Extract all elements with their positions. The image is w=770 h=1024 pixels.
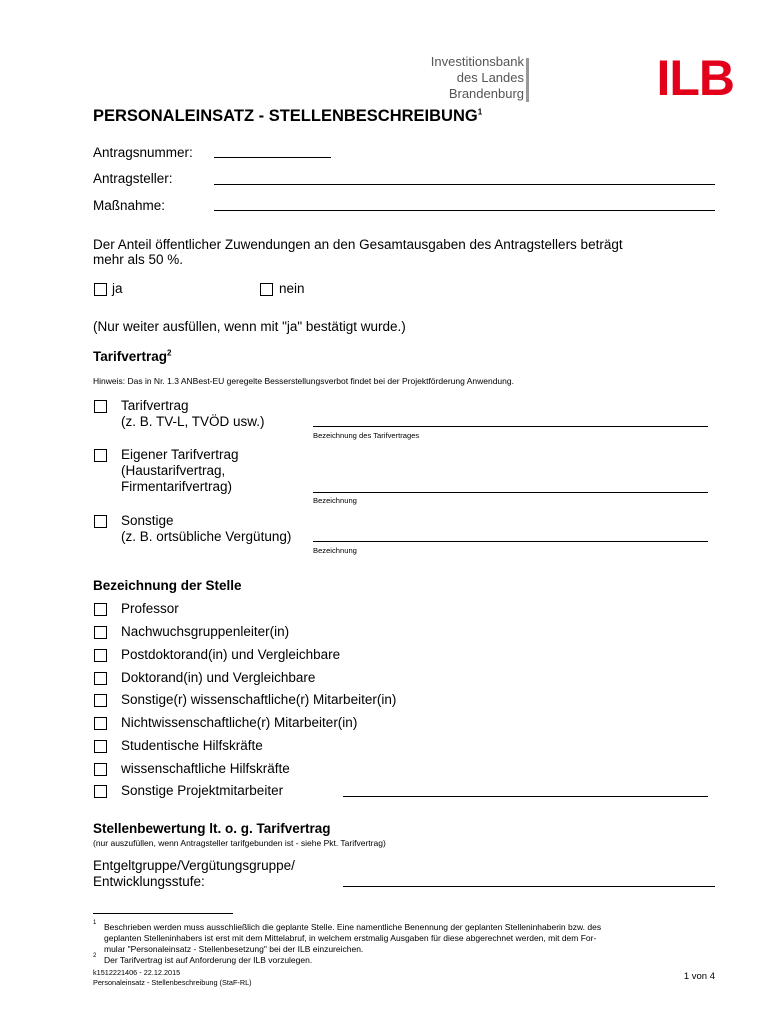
tarifvertrag-field[interactable] [313,426,708,427]
tarifvertrag-caption: Bezeichnung des Tarifvertrages [313,431,420,440]
sonstige-tarif-caption: Bezeichnung [313,546,357,555]
nein-checkbox[interactable] [260,283,273,296]
stelle-item: Sonstige(r) wissenschaftliche(r) Mitarbeiter(in) [121,692,397,707]
stelle-item: Sonstige Projektmitarbeiter [121,783,284,798]
logo-line-3: Brandenburg [448,86,524,101]
page-number: 1 von 4 [683,971,715,982]
footnote-2-line-1: Der Tarifvertrag ist auf Anforderung der ILB vorzulegen. [104,955,313,965]
eigener-tarifvertrag-caption: Bezeichnung [313,496,357,505]
ja-checkbox[interactable] [94,283,107,296]
tarif-heading-text: Tarifvertrag [93,349,168,364]
stelle-checkbox[interactable] [94,785,107,798]
title-text: PERSONALEINSATZ - STELLENBESCHREIBUNG [93,107,478,125]
stelle-item: Nichtwissenschaftliche(r) Mitarbeiter(in) [121,715,358,730]
logo-line-1: Investitionsbank [430,54,524,69]
tarif-footnote-ref: 2 [167,348,172,358]
footnote-1-number: 1 [93,920,97,926]
footnote-2-number: 2 [93,953,97,959]
sonstige-projektmitarbeiter-field[interactable] [343,796,708,797]
eigener-tarifvertrag-label: Eigener Tarifvertrag [121,447,239,462]
bewertung-subheading: (nur auszufüllen, wenn Antragsteller tarifgebunden ist - siehe Pkt. Tarifvertrag) [93,838,386,848]
tarif-heading [93,349,171,364]
title-footnote-ref: 1 [477,107,483,117]
footnote-1-line-1: Beschrieben werden muss ausschließlich die geplante Stelle. Eine namentliche Benennung der geplanten Stelleninhaberin bzw. des [104,922,602,932]
tarifvertrag-checkbox[interactable] [94,400,107,413]
stelle-checkbox[interactable] [94,740,107,753]
stelle-item: Postdoktorand(in) und Vergleichbare [121,647,341,662]
stelle-item: Professor [121,601,179,616]
sonstige-tarif-checkbox[interactable] [94,515,107,528]
stelle-checkbox[interactable] [94,626,107,639]
antragsteller-label: Antragsteller: [93,171,173,186]
stelle-checkbox[interactable] [94,763,107,776]
massnahme-field[interactable] [214,210,715,211]
stelle-checkbox[interactable] [94,649,107,662]
sonstige-tarif-label: Sonstige [121,513,174,528]
bewertung-heading: Stellenbewertung lt. o. g. Tarifvertrag [93,821,331,836]
tarifvertrag-label: Tarifvertrag [121,398,189,413]
logo-mark: ILB [656,50,734,106]
tarifvertrag-sublabel: (z. B. TV-L, TVÖD usw.) [121,414,265,429]
stelle-heading: Bezeichnung der Stelle [93,578,242,593]
stelle-checkbox[interactable] [94,717,107,730]
sonstige-tarif-sublabel: (z. B. ortsübliche Vergütung) [121,529,292,544]
stelle-item: wissenschaftliche Hilfskräfte [121,761,290,776]
entgeltgruppe-field[interactable] [343,886,715,887]
page-title [93,107,482,126]
stelle-item: Doktorand(in) und Vergleichbare [121,670,316,685]
eigener-tarifvertrag-checkbox[interactable] [94,449,107,462]
entgeltgruppe-label-1: Entgeltgruppe/Vergütungsgruppe/ [93,858,295,873]
question-line-2: mehr als 50 %. [93,252,184,267]
tarif-hint: Hinweis: Das in Nr. 1.3 ANBest-EU geregelte Besserstellungsverbot findet bei der Projektförderung Anwendung. [93,376,514,386]
eigener-tarifvertrag-sublabel-2: Firmentarifvertrag) [121,479,233,494]
nein-label: nein [279,281,305,296]
stelle-checkbox[interactable] [94,672,107,685]
question-note: (Nur weiter ausfüllen, wenn mit "ja" bestätigt wurde.) [93,319,406,334]
footer-docname: Personaleinsatz - Stellenbeschreibung (StaF-RL) [93,978,252,987]
question-line-1: Der Anteil öffentlicher Zuwendungen an den Gesamtausgaben des Antragstellers beträgt [93,237,623,252]
stelle-item: Nachwuchsgruppenleiter(in) [121,624,290,639]
logo-line-2: des Landes [456,70,524,85]
antragsnummer-field[interactable] [214,157,331,158]
footnote-1-line-3: mular "Personaleinsatz - Stellenbesetzung" bei der ILB einzureichen. [104,944,364,954]
massnahme-label: Maßnahme: [93,198,166,213]
footer-code: k1512221406 - 22.12.2015 [93,968,181,977]
eigener-tarifvertrag-sublabel-1: (Haustarifvertrag, [121,463,226,478]
sonstige-tarif-field[interactable] [313,541,708,542]
stelle-checkbox[interactable] [94,694,107,707]
ja-label: ja [112,281,123,296]
eigener-tarifvertrag-field[interactable] [313,492,708,493]
antragsnummer-label: Antragsnummer: [93,145,193,160]
stelle-checkbox[interactable] [94,603,107,616]
antragsteller-field[interactable] [214,184,715,185]
entgeltgruppe-label-2: Entwicklungsstufe: [93,874,205,889]
logo-divider [526,58,529,102]
stelle-item: Studentische Hilfskräfte [121,738,263,753]
footnote-1-line-2: geplanten Stelleninhabers ist erst mit dem Mittelabruf, in welchem erstmalig Ausgaben für diese abgerechnet werden, mit dem For- [104,933,597,943]
footnote-separator [93,913,233,914]
